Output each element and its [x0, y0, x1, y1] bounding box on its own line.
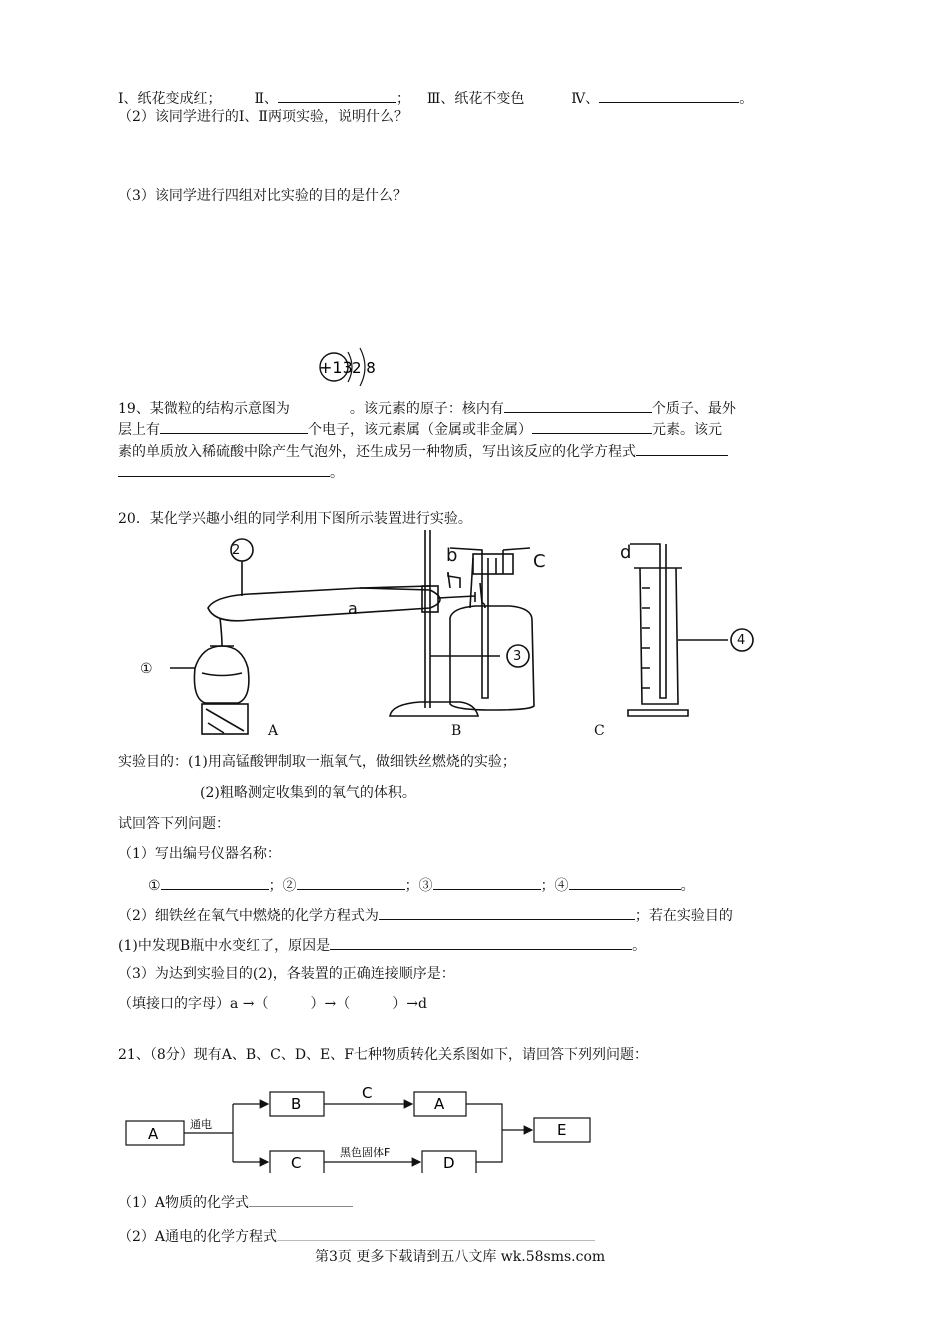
q20-intro: 20．某化学兴趣小组的同学利用下图所示装置进行实验。: [118, 511, 472, 527]
q19-text-b: 。该元素的原子：核内有: [349, 401, 504, 417]
q19-text-a: 19、某微粒的结构示意图为: [118, 401, 290, 417]
q18-item3: Ⅲ、纸花不变色: [426, 91, 525, 107]
q18-sep: ；: [395, 91, 410, 107]
q19-blank-electrons[interactable]: [160, 419, 308, 434]
q20-q2-text-c: (1)中发现B瓶中水变红了，原因是: [118, 938, 331, 954]
q19-line3: [118, 441, 728, 461]
transformation-flowchart: [120, 1078, 600, 1173]
q20-n1: ①: [148, 878, 161, 894]
flow-D: D: [443, 1154, 455, 1172]
electron-shells: 2 8: [352, 359, 376, 377]
flow-C: C: [291, 1154, 302, 1172]
q18-item4-label: Ⅳ、: [571, 91, 600, 107]
q18-item1: Ⅰ、纸花变成红；: [118, 91, 222, 107]
q18-line1: [118, 88, 753, 108]
long-tube-c: [630, 544, 666, 698]
flow-electrolysis: 通电: [190, 1118, 212, 1131]
q19-text-c: 个质子、最外: [651, 401, 736, 417]
q19-text-g: 素的单质放入稀硫酸中除产生气泡外，还生成另一种物质，写出该反应的化学方程式: [118, 444, 636, 460]
test-tube: [208, 588, 440, 621]
q19-text-d: 层上有: [118, 422, 160, 438]
q20-q2-end: 。: [632, 938, 647, 954]
q20-q1-end: 。: [680, 878, 695, 894]
q20-sub3-order[interactable]: （填接口的字母）a →（ ）→（ ）→d: [118, 996, 427, 1012]
q20-sub2-line1: [118, 905, 733, 925]
q18-blank-4[interactable]: [599, 88, 739, 103]
q19-blank-type[interactable]: [532, 419, 652, 434]
q19-end: 。: [330, 465, 344, 481]
q20-n2: ；②: [268, 878, 297, 894]
q20-sub3: （3）为达到实验目的(2)，各装置的正确连接顺序是：: [118, 966, 455, 982]
q21-blank-formula[interactable]: [249, 1192, 353, 1207]
flow-C-label: C: [362, 1084, 373, 1102]
q20-purpose2: (2)粗略测定收集到的氧气的体积。: [200, 785, 416, 801]
label-2: 2: [232, 543, 241, 558]
q18-item2-label: Ⅱ、: [254, 91, 278, 107]
q20-instrument-names: [148, 875, 695, 895]
q19-blank-eq1[interactable]: [636, 441, 728, 456]
q19-line1: [118, 398, 736, 418]
flow-B: B: [291, 1095, 302, 1113]
q18-end: 。: [739, 91, 754, 107]
label-1: ①: [140, 661, 153, 677]
port-d: d: [620, 542, 632, 563]
q20-answer-prompt: 试回答下列问题：: [118, 816, 230, 832]
port-a: a: [348, 599, 358, 618]
q21-sub1: [118, 1192, 353, 1212]
q19-blank-eq2[interactable]: [118, 462, 330, 477]
gas-bottle: [450, 606, 534, 710]
q19-line2: [118, 419, 722, 439]
q20-n3: ；③: [404, 878, 433, 894]
apparatus-C-label: C: [594, 723, 605, 739]
q20-blank-2[interactable]: [297, 875, 405, 890]
q20-purpose1: 实验目的：(1)用高锰酸钾制取一瓶氧气，做细铁丝燃烧的实验；: [118, 754, 516, 770]
bottle-stopper: [473, 554, 513, 574]
q21-q2-text: （2）A通电的化学方程式: [118, 1229, 278, 1245]
q20-sub1: （1）写出编号仪器名称：: [118, 846, 281, 862]
q19-line4: [118, 462, 344, 482]
q18-sub2: （2）该同学进行的Ⅰ、Ⅱ两项实验，说明什么？: [118, 109, 408, 125]
page-footer: 第3页 更多下载请到五八文库 wk.58sms.com: [315, 1249, 606, 1265]
flow-A2: A: [434, 1095, 445, 1113]
q20-blank-1[interactable]: [161, 875, 269, 890]
q18-blank-2[interactable]: [278, 88, 396, 103]
q19-text-e: 个电子，该元素属（金属或非金属）: [308, 422, 532, 438]
flow-A1: A: [148, 1125, 159, 1143]
apparatus-B-label: B: [451, 723, 462, 739]
q20-blank-reason[interactable]: [330, 935, 632, 950]
q18-sub3: （3）该同学进行四组对比实验的目的是什么？: [118, 188, 407, 204]
q20-q2-text-b: ；若在实验目的: [634, 908, 733, 924]
flow-black-solid-F: 黑色固体F: [340, 1146, 391, 1159]
nucleus-charge: +13: [319, 358, 353, 377]
q20-n4: ；④: [540, 878, 569, 894]
label-3: 3: [513, 649, 522, 664]
q21-q1-text: （1）A物质的化学式: [118, 1195, 250, 1211]
q19-text-f: 元素。该元: [652, 422, 722, 438]
q21-sub2: [118, 1226, 595, 1246]
q20-blank-equation[interactable]: [379, 905, 635, 920]
q20-sub2-line2: [118, 935, 646, 955]
port-b: b: [446, 545, 458, 566]
q19-blank-protons[interactable]: [504, 398, 652, 413]
q21-intro: 21、（8分）现有A、B、C、D、E、F七种物质转化关系图如下，请回答下列列问题：: [118, 1047, 648, 1063]
alcohol-lamp: [194, 646, 248, 703]
q20-blank-3[interactable]: [433, 875, 541, 890]
q20-blank-4[interactable]: [569, 875, 681, 890]
long-tube-b: [482, 558, 488, 698]
flow-E: E: [557, 1121, 567, 1139]
label-4: 4: [737, 633, 746, 648]
q20-q2-text-a: （2）细铁丝在氧气中燃烧的化学方程式为: [118, 908, 379, 924]
atom-structure-diagram: [310, 343, 390, 393]
q21-blank-equation[interactable]: [277, 1226, 595, 1241]
port-c: C: [533, 551, 546, 572]
apparatus-A-label: A: [268, 723, 279, 739]
